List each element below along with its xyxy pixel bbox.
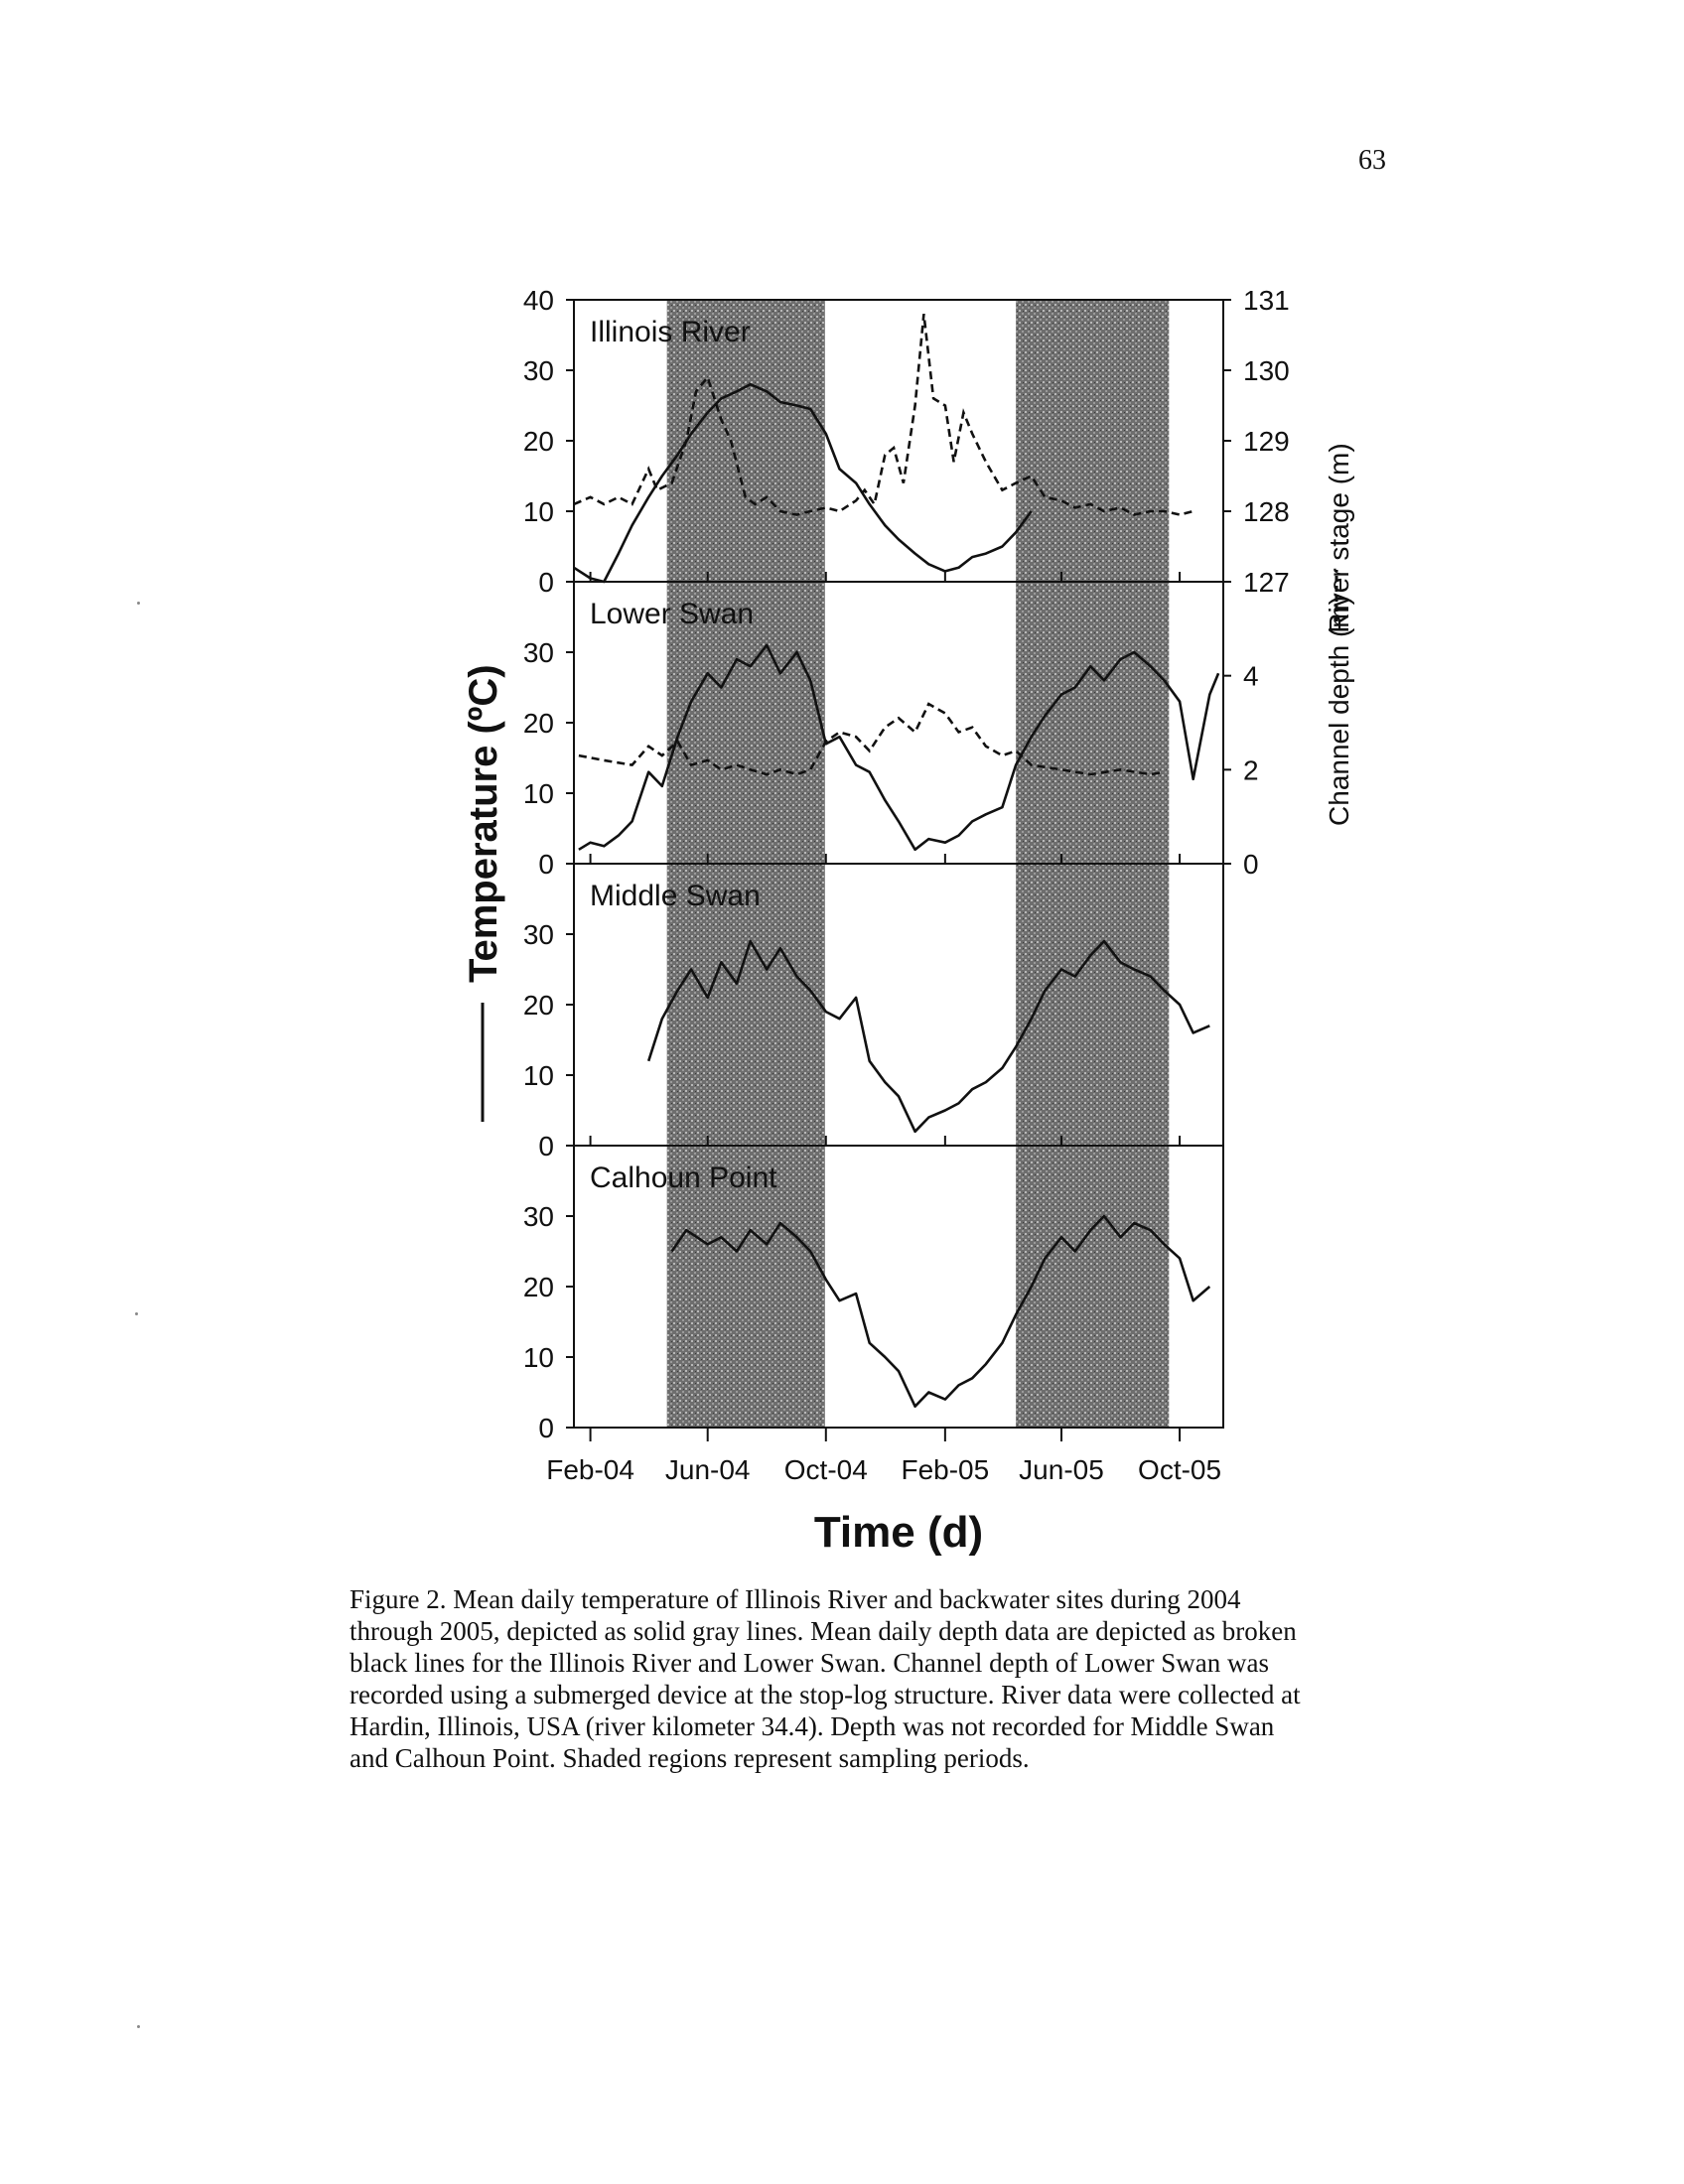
temperature-tick-label: 0	[538, 1131, 554, 1161]
river-stage-axis-label: River stage (m)	[1324, 443, 1354, 633]
temperature-tick-label: 40	[522, 285, 554, 316]
channel-depth-tick-label: 4	[1243, 660, 1259, 692]
river-stage-tick-label: 127	[1243, 567, 1290, 598]
page-number: 63	[1358, 145, 1386, 176]
temperature-tick-label: 20	[522, 426, 554, 457]
channel-depth-tick-label: 2	[1243, 754, 1259, 786]
left-axis-label: Temperature (ºC)	[462, 664, 505, 983]
caption-line: through 2005, depicted as solid gray lines. Mean daily depth data are depicted as broken	[350, 1616, 1297, 1646]
panel-label: Calhoun Point	[590, 1161, 777, 1194]
figure-caption	[350, 1583, 1432, 1774]
temperature-tick-label: 0	[538, 567, 554, 598]
caption-line: recorded using a submerged device at the stop-log structure. River data were collected at	[350, 1680, 1301, 1709]
temperature-tick-label: 20	[522, 1272, 554, 1302]
caption-line: Figure 2. Mean daily temperature of Illinois River and backwater sites during 2004	[350, 1584, 1241, 1614]
caption-line: and Calhoun Point. Shaded regions represent sampling periods.	[350, 1743, 1030, 1773]
channel-depth-axis-label: Channel depth (m)	[1324, 596, 1354, 826]
temperature-tick-label: 10	[522, 1342, 554, 1373]
temperature-tick-label: 30	[522, 919, 554, 950]
panel-label: Illinois River	[590, 316, 751, 348]
x-tick-label: Oct-04	[783, 1454, 868, 1485]
x-tick-label: Feb-04	[546, 1454, 634, 1485]
temperature-tick-label: 0	[538, 849, 554, 880]
scan-speck	[137, 2025, 140, 2028]
temperature-tick-label: 30	[522, 1201, 554, 1232]
temperature-tick-label: 30	[522, 637, 554, 668]
temperature-tick-label: 0	[538, 1413, 554, 1443]
river-stage-tick-label: 129	[1243, 426, 1290, 457]
left-axis-label-group	[462, 664, 505, 1122]
x-axis-label: Time (d)	[813, 1508, 984, 1557]
panel-label: Lower Swan	[590, 598, 755, 630]
temperature-tick-label: 30	[522, 355, 554, 386]
temperature-tick-label: 20	[522, 708, 554, 739]
scan-speck	[137, 602, 140, 605]
caption-line: black lines for the Illinois River and Lower Swan. Channel depth of Lower Swan was	[350, 1648, 1270, 1678]
panel-label: Middle Swan	[590, 880, 761, 912]
x-tick-label: Oct-05	[1138, 1454, 1222, 1485]
caption-line: Hardin, Illinois, USA (river kilometer 34.4). Depth was not recorded for Middle Swan	[350, 1711, 1275, 1741]
temperature-tick-label: 10	[522, 1060, 554, 1091]
x-tick-label: Jun-04	[664, 1454, 751, 1485]
scan-speck	[135, 1312, 138, 1315]
x-tick-label: Jun-05	[1019, 1454, 1104, 1485]
x-tick-label: Feb-05	[901, 1454, 990, 1485]
channel-depth-tick-label: 0	[1243, 849, 1259, 880]
river-stage-tick-label: 130	[1243, 355, 1290, 386]
temperature-tick-label: 10	[522, 496, 554, 527]
river-stage-tick-label: 131	[1243, 285, 1290, 316]
channel-depth-axis-label-group	[1324, 570, 1354, 826]
river-stage-tick-label: 128	[1243, 496, 1290, 527]
temperature-tick-label: 10	[522, 778, 554, 809]
temperature-tick-label: 20	[522, 990, 554, 1021]
